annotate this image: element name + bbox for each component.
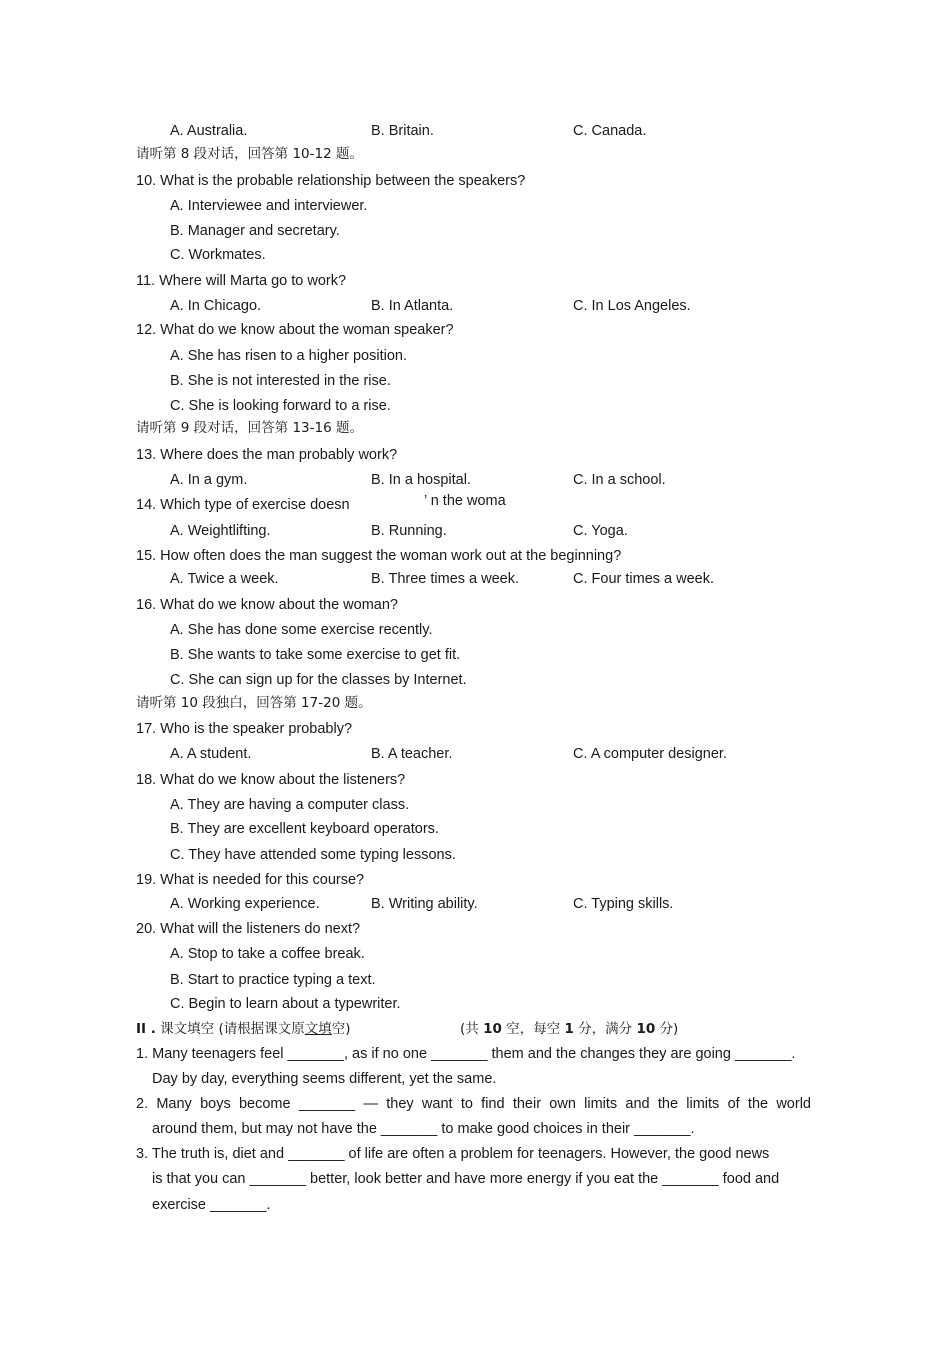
score-num-full: 10 [636,1021,656,1037]
score-text-a: (共 [460,1021,484,1037]
q17-option-c: C. A computer designer. [573,746,727,762]
q9-option-c: C. Canada. [573,123,647,139]
q10-option-b: B. Manager and secretary. [170,223,340,239]
q15-option-c: C. Four times a week. [573,571,715,587]
passage3-line1: 3. The truth is, diet and _______ of life are often a problem for teenagers. However, the good news [136,1146,770,1162]
q12-option-a: A. She has risen to a higher position. [170,348,407,364]
score-num-each: 1 [564,1021,574,1037]
q19-option-b: B. Writing ability. [371,896,478,912]
q20-stem: 20. What will the listeners do next? [136,921,361,937]
q14-option-b: B. Running. [371,523,447,539]
q16-option-b: B. She wants to take some exercise to get fit. [170,647,461,663]
passage3-line2: is that you can _______ better, look better and have more energy if you eat the _______ food and [152,1171,780,1187]
score-text-b: 空，每空 [501,1021,565,1037]
q16-option-a: A. She has done some exercise recently. [170,622,433,638]
score-num-total: 10 [483,1021,502,1037]
part2-title-underlined: 文填 [304,1021,332,1037]
passage2-line2: around them, but may not have the _______ to make good choices in their _______. [152,1121,695,1137]
q10-option-c: C. Workmates. [170,247,266,263]
q9-option-b: B. Britain. [371,123,434,139]
q12-stem: 12. What do we know about the woman speaker? [136,322,454,338]
q15-option-a: A. Twice a week. [170,571,279,587]
q19-option-c: C. Typing skills. [573,896,674,912]
q17-option-b: B. A teacher. [371,746,453,762]
passage1-line1: 1. Many teenagers feel _______, as if no one _______ them and the changes they are going _______. [136,1046,796,1062]
q9-option-a: A. Australia. [170,123,248,139]
section-header-10: 请听第 10 段独白，回答第 17-20 题。 [136,695,372,711]
q17-stem: 17. Who is the speaker probably? [136,721,353,737]
q20-option-b: B. Start to practice typing a text. [170,972,376,988]
q19-option-a: A. Working experience. [170,896,320,912]
q18-option-a: A. They are having a computer class. [170,797,410,813]
part2-title-text-a: 课文填空 (请根据课文原 [155,1021,305,1037]
part2-title-text-b: 空) [331,1021,351,1037]
passage2-line1: 2. Many boys become _______ — they want to find their own limits and the limits of the world [136,1096,811,1112]
q14-stem-tail: ’ n the woma [424,493,506,509]
section-header-9: 请听第 9 段对话，回答第 13-16 题。 [136,420,363,436]
q11-option-a: A. In Chicago. [170,298,262,314]
q20-option-a: A. Stop to take a coffee break. [170,946,365,962]
part2-score-info [460,1019,678,1039]
part2-number: II . [136,1021,156,1037]
score-text-c: 分，满分 [573,1021,637,1037]
q18-option-b: B. They are excellent keyboard operators. [170,821,439,837]
q13-option-b: B. In a hospital. [371,472,471,488]
passage1-line2: Day by day, everything seems different, yet the same. [152,1071,497,1087]
q13-stem: 13. Where does the man probably work? [136,447,398,463]
q13-option-a: A. In a gym. [170,472,248,488]
q14-stem: 14. Which type of exercise doesn [136,497,350,513]
q15-option-b: B. Three times a week. [371,571,520,587]
q13-option-c: C. In a school. [573,472,666,488]
q11-option-b: B. In Atlanta. [371,298,454,314]
passage3-line3: exercise _______. [152,1197,271,1213]
q20-option-c: C. Begin to learn about a typewriter. [170,996,401,1012]
q16-stem: 16. What do we know about the woman? [136,597,398,613]
q11-option-c: C. In Los Angeles. [573,298,691,314]
q12-option-b: B. She is not interested in the rise. [170,373,391,389]
q12-option-c: C. She is looking forward to a rise. [170,398,391,414]
q18-stem: 18. What do we know about the listeners? [136,772,406,788]
q15-stem: 15. How often does the man suggest the woman work out at the beginning? [136,548,622,564]
section-header-8: 请听第 8 段对话，回答第 10-12 题。 [136,146,363,162]
q11-stem: 11. Where will Marta go to work? [136,273,347,289]
part2-title [136,1019,351,1039]
q17-option-a: A. A student. [170,746,252,762]
q18-option-c: C. They have attended some typing lessons. [170,847,456,863]
q10-stem: 10. What is the probable relationship between the speakers? [136,173,526,189]
q14-option-a: A. Weightlifting. [170,523,271,539]
score-text-d: 分) [655,1021,679,1037]
q19-stem: 19. What is needed for this course? [136,872,365,888]
q16-option-c: C. She can sign up for the classes by Internet. [170,672,467,688]
q10-option-a: A. Interviewee and interviewer. [170,198,368,214]
q14-option-c: C. Yoga. [573,523,628,539]
